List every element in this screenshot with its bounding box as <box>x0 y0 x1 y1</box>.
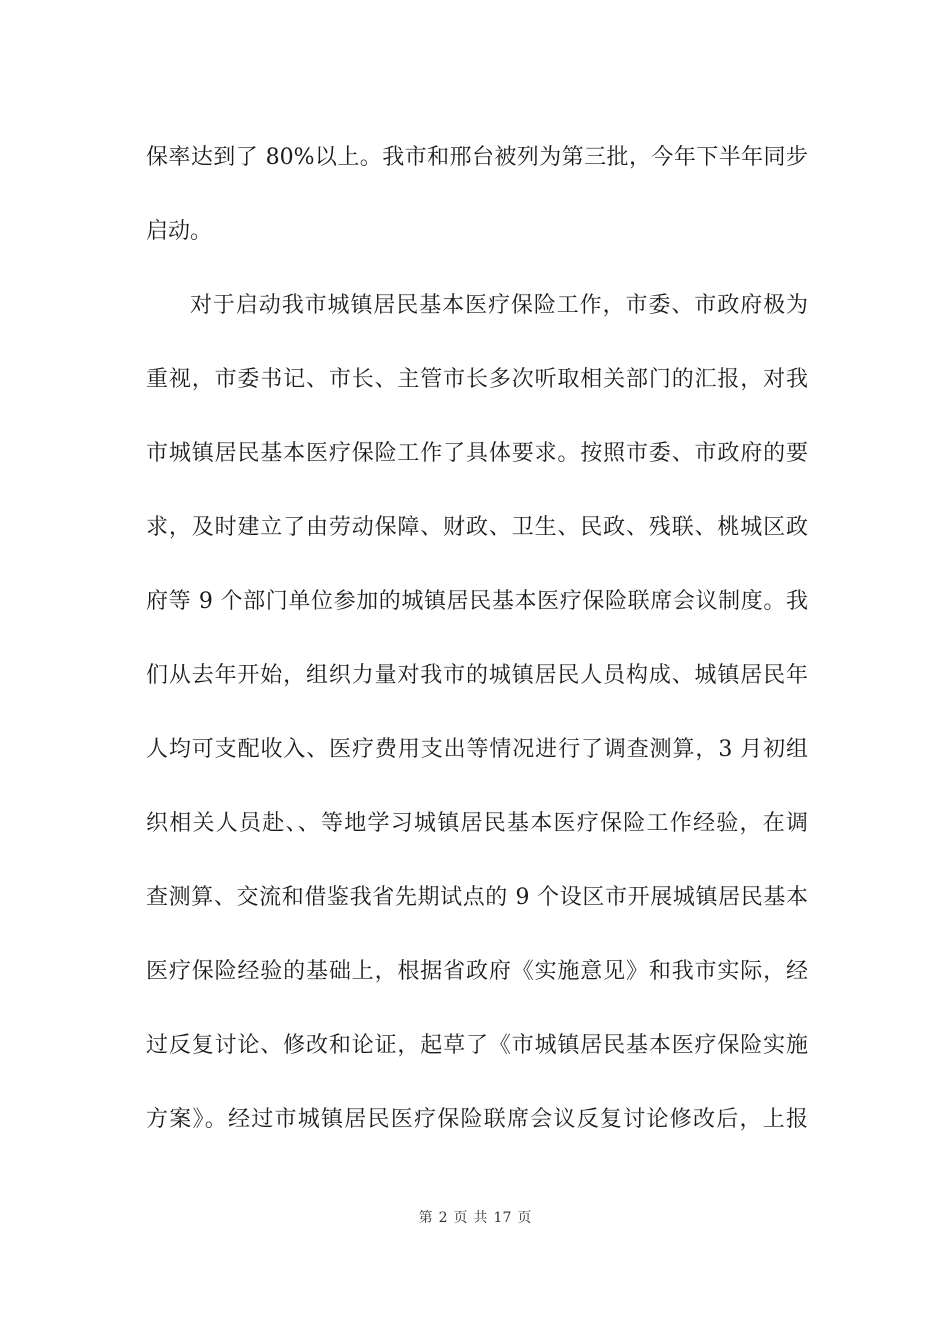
text-line: 府等 9 个部门单位参加的城镇居民基本医疗保险联席会议制度。我 <box>146 589 808 614</box>
text-line: 们从去年开始，组织力量对我市的城镇居民人员构成、城镇居民年 <box>146 663 808 688</box>
text-line: 织相关人员赴、、等地学习城镇居民基本医疗保险工作经验，在调 <box>146 811 808 836</box>
footer-current-page: 2 <box>438 1210 448 1226</box>
text-line: 保率达到了 80%以上。我市和邢台被列为第三批，今年下半年同步 <box>146 145 808 170</box>
text-line: 查测算、交流和借鉴我省先期试点的 9 个设区市开展城镇居民基本 <box>146 885 808 910</box>
footer-total-pages: 17 <box>493 1210 512 1226</box>
text-line: 过反复讨论、修改和论证，起草了《市城镇居民基本医疗保险实施 <box>146 1033 808 1058</box>
footer-di: 第 <box>418 1210 433 1226</box>
text-line: 方案》。经过市城镇居民医疗保险联席会议反复讨论修改后，上报 <box>146 1107 808 1132</box>
paragraph-first-line: 对于启动我市城镇居民基本医疗保险工作，市委、市政府极为 <box>190 293 808 318</box>
text-line: 医疗保险经验的基础上，根据省政府《实施意见》和我市实际，经 <box>146 959 808 984</box>
text-line: 人均可支配收入、医疗费用支出等情况进行了调查测算，3 月初组 <box>146 737 808 762</box>
text-line: 启动。 <box>146 219 213 244</box>
footer-gong: 共 <box>473 1210 488 1226</box>
text-line: 重视，市委书记、市长、主管市长多次听取相关部门的汇报，对我 <box>146 367 808 392</box>
body-text <box>146 133 808 1169</box>
footer-ye: 页 <box>453 1210 468 1226</box>
text-line: 市城镇居民基本医疗保险工作了具体要求。按照市委、市政府的要 <box>146 441 808 466</box>
text-line: 求，及时建立了由劳动保障、财政、卫生、民政、残联、桃城区政 <box>146 515 808 540</box>
footer-ye-2: 页 <box>517 1210 532 1226</box>
page-footer <box>0 1207 950 1227</box>
